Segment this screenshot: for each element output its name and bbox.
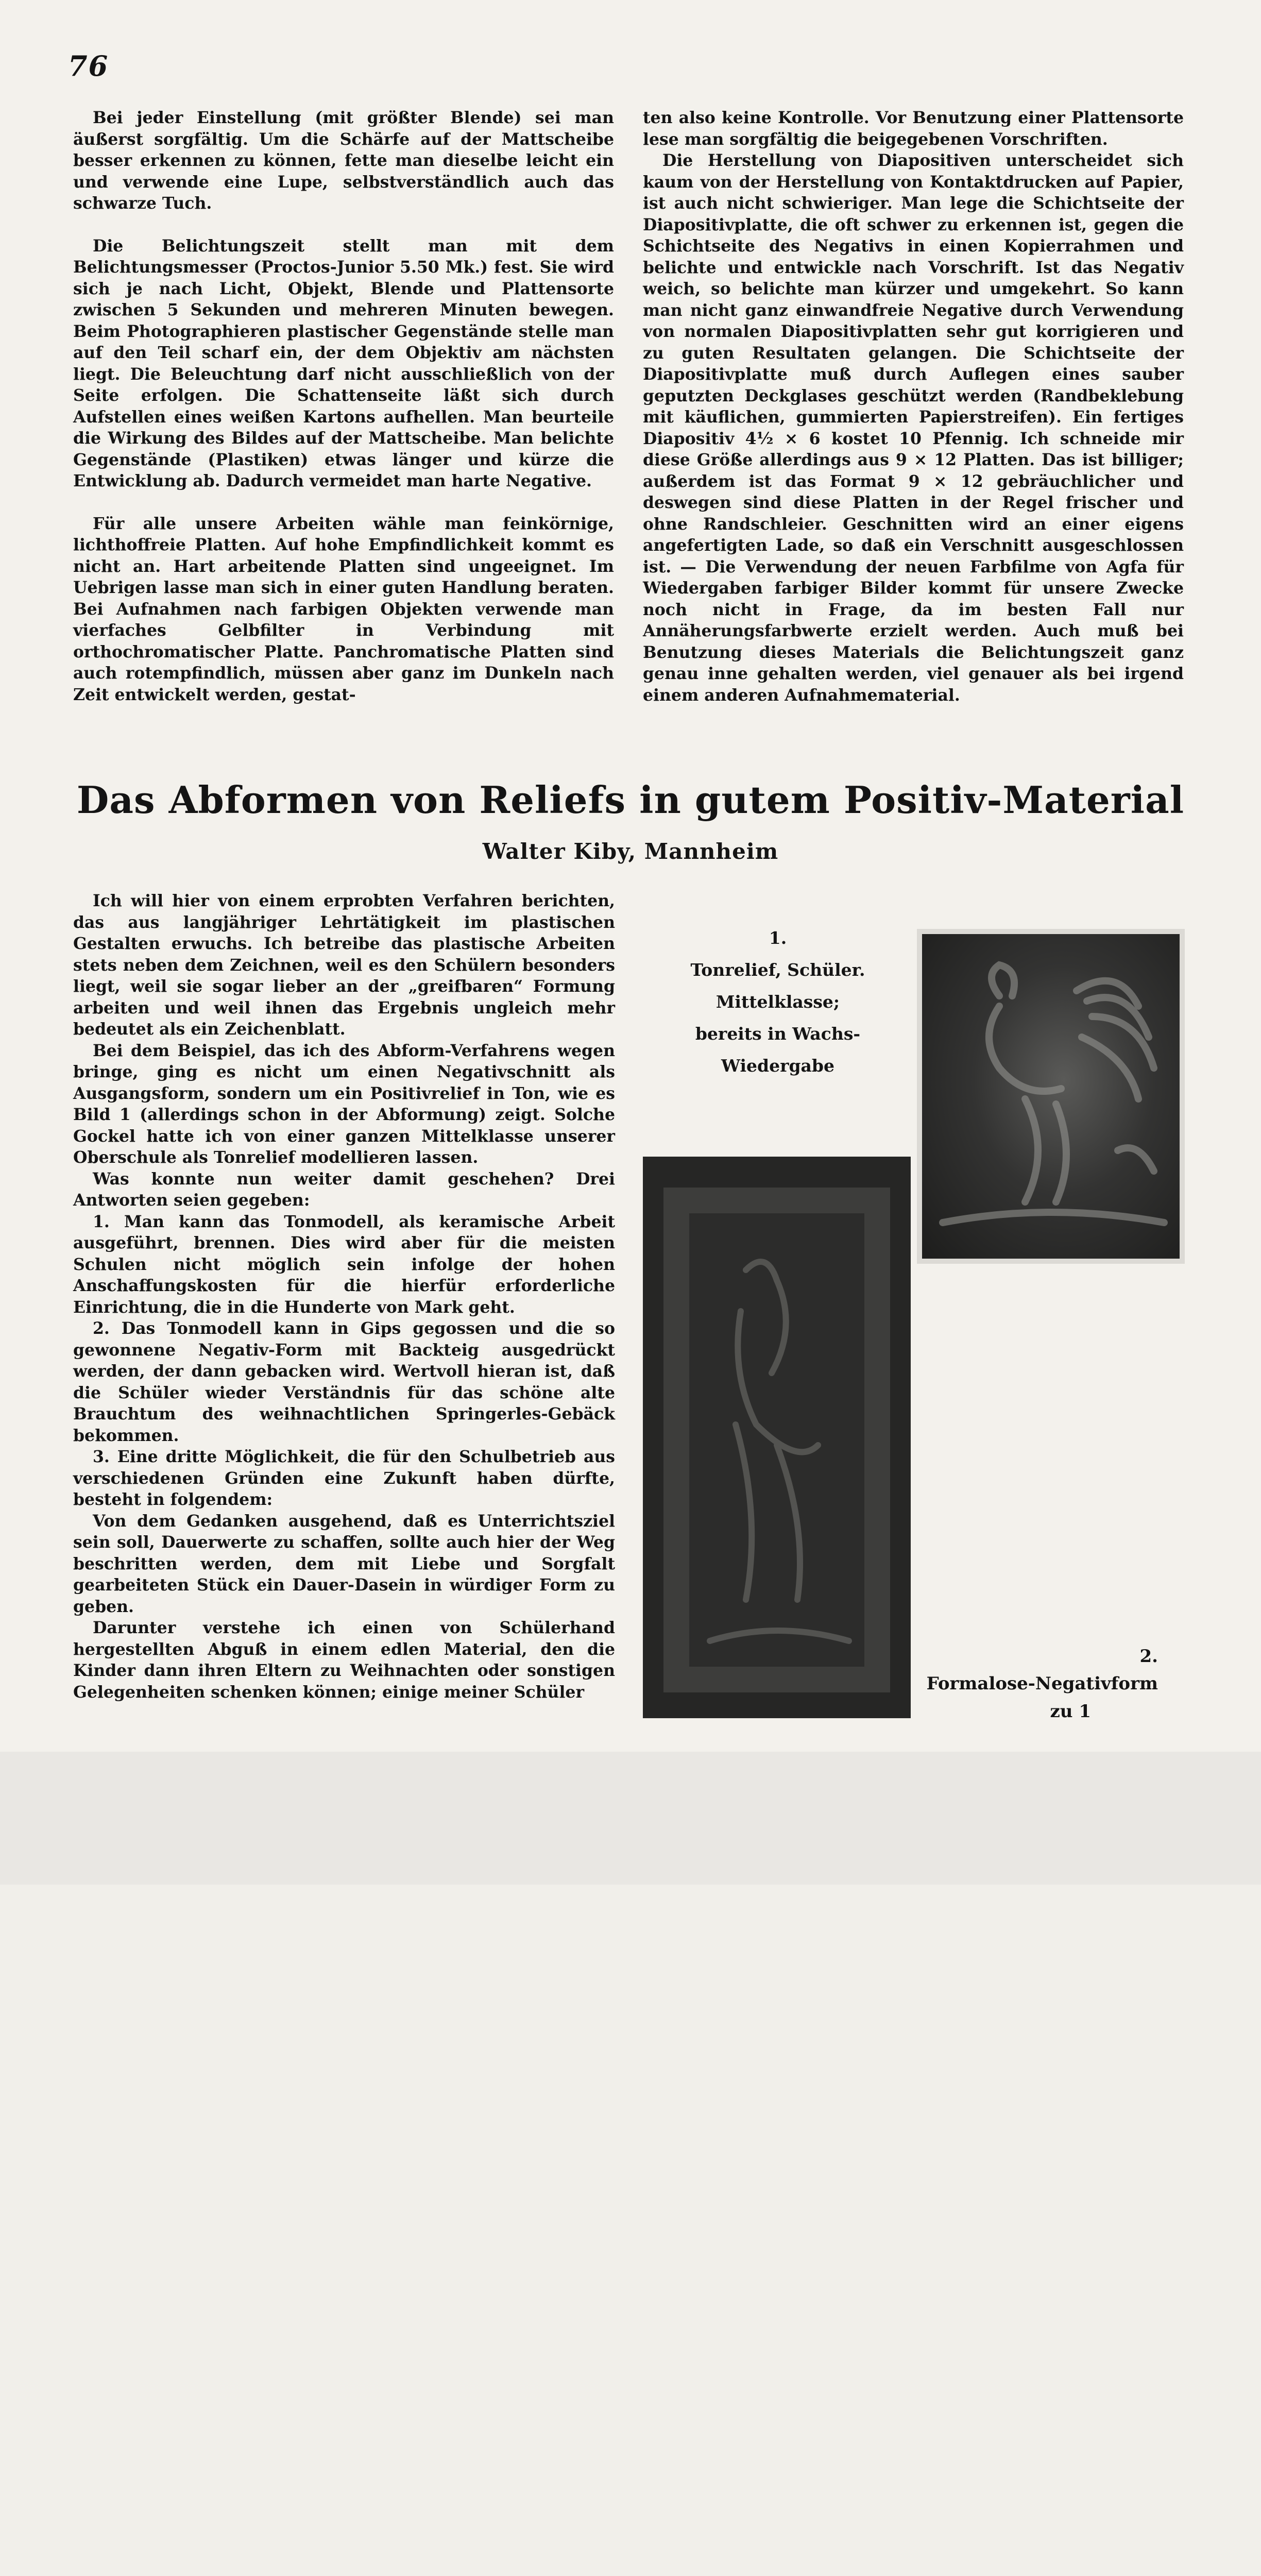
article-author: Walter Kiby, Mannheim: [482, 839, 779, 864]
paragraph: Darunter verstehe ich einen von Schülerhand hergestellten Abguß in einem edlen Material, den die Kinder dann ihren Eltern zu Weihnachten oder sonstigen Gelegenheiten schenken können; einige meiner Schüler: [73, 1618, 615, 1702]
negative-form-photo: [643, 1157, 911, 1718]
figure1-caption-line: bereits in Wachs-: [695, 1024, 861, 1044]
paragraph: 2. Das Tonmodell kann in Gips gegossen und die so gewonnene Negativ-Form mit Backteig ausgedrückt werden, der dann gebacken wird. Wertvoll hieran ist, daß die Schüler wieder Verständnis für das schöne alte Brauchtum des weihnachtlichen Springerles-Gebäck bekommen.: [73, 1319, 615, 1445]
paragraph: Für alle unsere Arbeiten wähle man feinkörnige, lichthoffreie Platten. Auf hohe Empfindlichkeit kommt es nicht an. Hart arbeitende Platten sind ungeeignet. Im Uebrigen lasse man sich in einer guten Handlung beraten. Bei Aufnahmen nach farbigen Objekten verwende man vierfaches Gelbfilter in Verbindung mit orthochromatischer Platte. Panchromatische Platten sind auch rotempfindlich, müssen aber ganz im Dunkeln nach Zeit entwickelt werden, gestat-: [73, 514, 614, 704]
right-column-top: [643, 107, 1184, 706]
paragraph: 1. Man kann das Tonmodell, als keramische Arbeit ausgeführt, brennen. Dies wird aber für die meisten Schulen nicht möglich sein infolge der hohen Anschaffungskosten für die hierfür erforderliche Einrichtung, die in die Hunderte von Mark geht.: [73, 1212, 615, 1317]
figure2-caption: Formalose-Negativform: [926, 1673, 1158, 1694]
paragraph: Bei dem Beispiel, das ich des Abform-Verfahrens wegen bringe, ging es nicht um einen Negativschnitt als Ausgangsform, sondern um ein Positivrelief in Ton, wie es Bild 1 (allerdings schon in der Abformung) zeigt. Solche Gockel hatte ich von einer ganzen Mittelklasse unserer Oberschule als Tonrelief modellieren lassen.: [73, 1041, 615, 1167]
rooster-relief-photo: [917, 929, 1185, 1264]
figure2-reference: zu 1: [1050, 1701, 1091, 1722]
figure1-caption-line: Mittelklasse;: [715, 992, 840, 1012]
negative-form-illustration: [643, 1157, 911, 1718]
figure2-number: 2.: [1139, 1646, 1158, 1667]
figure1-number: 1.: [769, 928, 787, 948]
paragraph: Die Belichtungszeit stellt man mit dem Belichtungsmesser (Proctos-Junior 5.50 Mk.) fest. Sie wird sich je nach Licht, Objekt, Blende und Plattensorte zwischen 5 Sekunden und mehreren Minuten bewegen. Beim Photographieren plastischer Gegenstände stelle man auf den Teil scharf ein, der dem Objektiv am nächsten liegt. Die Beleuchtung darf nicht ausschließlich von der Seite erfolgen. Die Schattenseite läßt sich durch Aufstellen eines weißen Kartons aufhellen. Man beurteile die Wirkung des Bildes auf der Mattscheibe. Man belichte Gegenstände (Plastiken) etwas länger und kürze die Entwicklung ab. Dadurch vermeidet man harte Negative.: [73, 236, 614, 490]
figure1-caption: [644, 922, 912, 1082]
rooster-relief-illustration: [922, 934, 1180, 1259]
article-title: Das Abformen von Reliefs in gutem Positiv-Material: [76, 778, 1185, 822]
figure1-caption-line: Wiedergabe: [721, 1056, 834, 1076]
paragraph: ten also keine Kontrolle. Vor Benutzung einer Plattensorte lese man sorgfältig die beigegebenen Vorschriften.: [643, 108, 1184, 149]
paragraph: Ich will hier von einem erprobten Verfahren berichten, das aus langjähriger Lehrtätigkeit im plastischen Gestalten erwuchs. Ich betreibe das plastische Arbeiten stets neben dem Zeichnen, weil es den Schülern besonders liegt, weil sie sogar lieber an der „greifbaren“ Formung arbeiten und weil ihnen das Ergebnis ungleich mehr bedeutet als ein Zeichenblatt.: [73, 891, 615, 1039]
page-number: 76: [68, 49, 109, 82]
left-column-top: [73, 107, 614, 705]
paragraph: Bei jeder Einstellung (mit größter Blende) sei man äußerst sorgfältig. Um die Schärfe auf der Mattscheibe besser erkennen zu können, fette man dieselbe leicht ein und verwende eine Lupe, selbstverständlich auch das schwarze Tuch.: [73, 108, 614, 213]
paragraph: Von dem Gedanken ausgehend, daß es Unterrichtsziel sein soll, Dauerwerte zu schaffen, sollte auch hier der Weg beschritten werden, dem mit Liebe und Sorgfalt gearbeiteten Stück ein Dauer-Dasein in würdiger Form zu geben.: [73, 1511, 615, 1616]
paragraph: 3. Eine dritte Möglichkeit, die für den Schulbetrieb aus verschiedenen Gründen eine Zukunft haben dürfte, besteht in folgendem:: [73, 1447, 615, 1509]
figure1-caption-line: Tonrelief, Schüler.: [690, 960, 865, 980]
article-column: [73, 890, 615, 1703]
paragraph: Die Herstellung von Diapositiven unterscheidet sich kaum von der Herstellung von Kontaktdrucken auf Papier, ist auch nicht schwieriger. Man lege die Schichtseite der Diapositivplatte, die oft schwer zu erkennen ist, gegen die Schichtseite des Negativs in einen Kopierrahmen und belichte und entwickle nach Vorschrift. Ist das Negativ weich, so belichte man kürzer und umgekehrt. So kann man nicht ganz einwandfreie Negative durch Verwendung von normalen Diapositivplatten sehr gut korrigieren und zu guten Resultaten gelangen. Die Schichtseite der Diapositivplatte muß durch Auflegen eines sauber geputzten Deckglases geschützt werden (Randbeklebung mit käuflichen, gummierten Papierstreifen). Ein fertiges Diapositiv 4½ × 6 kostet 10 Pfennig. Ich schneide mir diese Größe allerdings aus 9 × 12 Platten. Das ist billiger; außerdem ist das Format 9 × 12 gebräuchlicher und deswegen sind diese Platten in der Regel frischer und ohne Randschleier. Geschnitten wird an einer eigens angefertigten Lade, so daß ein Verschnitt ausgeschlossen ist. — Die Verwendung der neuen Farbfilme von Agfa für Wiedergaben farbiger Bilder kommt für unsere Zwecke noch nicht in Frage, da im besten Fall nur Annäherungsfarbwerte erzielt werden. Auch muß bei Benutzung dieses Materials die Belichtungszeit ganz genau inne gehalten werden, viel genauer als bei irgend einem anderen Aufnahmematerial.: [643, 151, 1184, 705]
viewer-footer: [0, 1752, 1261, 1885]
paragraph: Was konnte nun weiter damit geschehen? Drei Antworten seien gegeben:: [73, 1169, 615, 1210]
